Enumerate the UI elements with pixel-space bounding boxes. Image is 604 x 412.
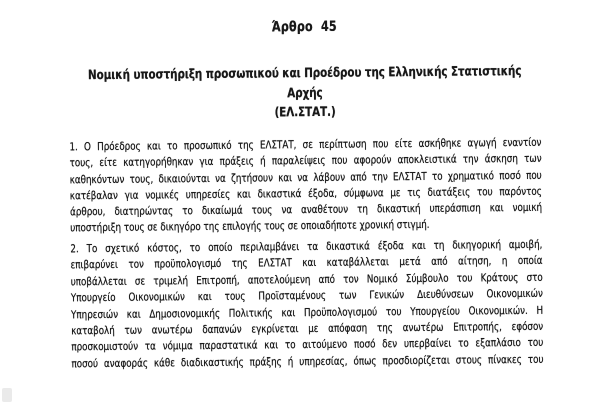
text-line: καθηκόντων τους, δικαιούνται να ζητήσουν και να λάβουν από την ΕΛΣΤΑΤ το χρηματικό ποσό που — [69, 168, 542, 186]
text-line: άρθρου, διατηρώντας το δικαίωμά τους να αναθέτουν τη δικαστική υπεράσπιση και νομική — [69, 200, 543, 219]
article-title-line-2: (ΕΛ.ΣΤΑΤ.) — [274, 104, 336, 121]
text-line: υποβάλλεται σε τριμελή Επιτροπή, αποτελούμενη από τον Νομικό Σύμβουλο του Κράτους στο — [70, 270, 543, 289]
text-line: 1. Ο Πρόεδρος και το προσωπικό της ΕΛΣΤΑΤ, σε περίπτωση που είτε ασκήθηκε αγωγή εναντίον — [69, 135, 542, 154]
text-line: Υπηρεσιών και Δημοσιονομικής Πολιτικής και Προϋπολογισμού του Υπουργείου Οικονομικών. Η — [70, 303, 544, 321]
paragraph-1 — [69, 135, 542, 237]
text-line: τους, είτε κατηγορήθηκαν για πράξεις ή παραλείψεις που αφορούν αποκλειστικά την άσκηση των — [69, 152, 542, 170]
paragraph-2 — [70, 237, 543, 373]
text-line: ποσού αναφοράς κάθε διαδικαστικής πράξης ή υπηρεσίας, όπως προσδιορίζεται στους πίνακες του — [71, 352, 544, 371]
scan-artifact — [2, 388, 12, 402]
article-title — [69, 62, 542, 125]
article-number-heading: Άρθρο 45 — [271, 18, 337, 36]
text-line: Υπουργείο Οικονομικών και τους Προϊσταμένους των Γενικών Διευθύνσεων Οικονομικών — [70, 286, 543, 305]
text-line: καταβολή των ανωτέρω δαπανών εγκρίνεται με απόφαση της ανωτέρω Επιτροπής, εφόσον — [71, 319, 544, 338]
text-line: επιβαρύνει τον προϋπολογισμό της ΕΛΣΤΑΤ και καταβάλλεται μετά από αίτηση, η οποία — [70, 254, 543, 272]
article-title-line-1: Νομική υποστήριξη προσωπικού και Προέδρου της Ελληνικής Στατιστικής Αρχής — [87, 63, 522, 101]
text-line: κατέβαλαν για νομικές υπηρεσίες και δικαστικά έξοδα, σύμφωνα με τις διατάξεις του παρόντος — [69, 184, 542, 203]
text-line: υποστήριξη τους σε δικηγόρο της επιλογής τους σε οποιαδήποτε χρονική στιγμή. — [70, 218, 430, 235]
text-line: 2. Το σχετικό κόστος, το οποίο περιλαμβάνει τα δικαστικά έξοδα και τη δικηγορική αμοιβή, — [70, 237, 543, 256]
text-line: προσκομιστούν τα νόμιμα παραστατικά και το αιτούμενο ποσό δεν υπερβαίνει το εξαπλάσιο του — [71, 336, 544, 354]
